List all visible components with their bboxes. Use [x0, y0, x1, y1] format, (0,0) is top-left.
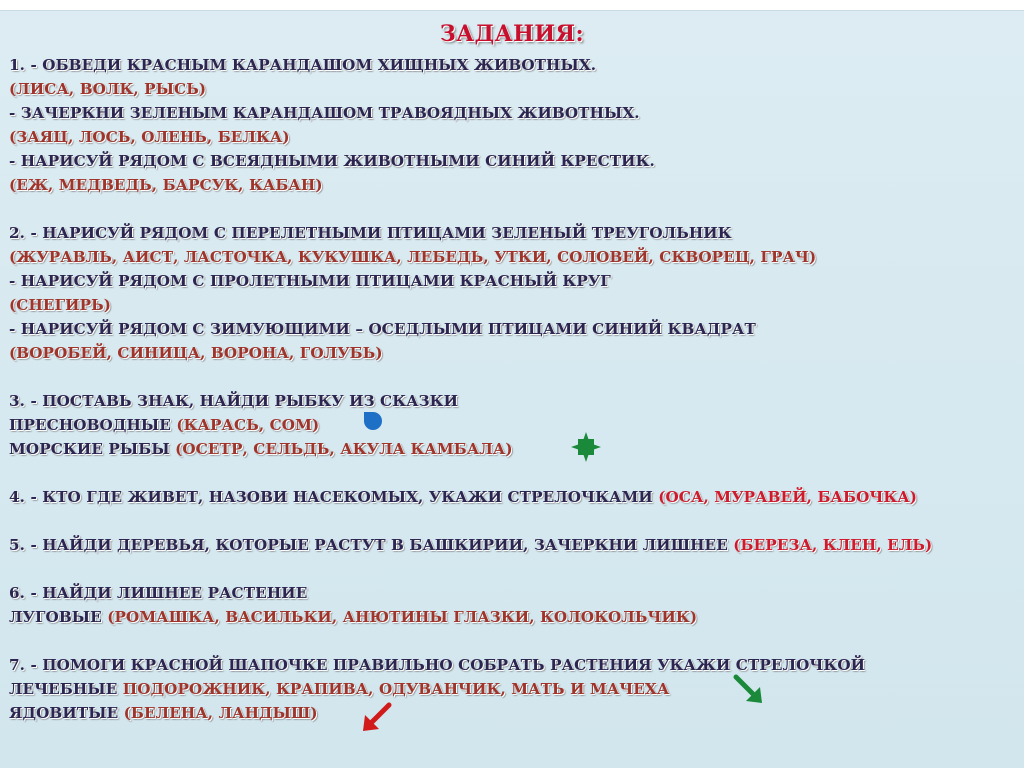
line-paren: (ЗАЯЦ, ЛОСЬ, ОЛЕНЬ, БЕЛКА)	[9, 128, 290, 146]
task-1-line-5	[9, 149, 655, 173]
line-text: МОРСКИЕ РЫБЫ	[9, 440, 176, 458]
task-1-line-4	[9, 125, 290, 149]
slide	[0, 10, 1024, 768]
line-paren: (СНЕГИРЬ)	[9, 296, 112, 314]
line-text: - НАРИСУЙ РЯДОМ С ВСЕЯДНЫМИ ЖИВОТНЫМИ СИНИЙ КРЕСТИК.	[9, 152, 655, 170]
task-1-line-3	[9, 101, 640, 125]
line-text: 2. - НАРИСУЙ РЯДОМ С ПЕРЕЛЕТНЫМИ ПТИЦАМИ ЗЕЛЕНЫЙ ТРЕУГОЛЬНИК	[9, 224, 732, 242]
line-text: ПРЕСНОВОДНЫЕ	[9, 416, 177, 434]
line-paren: (ЕЖ, МЕДВЕДЬ, БАРСУК, КАБАН)	[9, 176, 323, 194]
line-text: 6. - НАЙДИ ЛИШНЕЕ РАСТЕНИЕ	[9, 584, 308, 602]
task-5-line-1	[9, 533, 932, 557]
task-2-line-2	[9, 245, 816, 269]
line-paren: (ОСА, МУРАВЕЙ, БАБОЧКА)	[658, 488, 918, 506]
line-text: ЯДОВИТЫЕ	[9, 704, 124, 722]
task-1-line-1	[9, 53, 596, 77]
line-text: 1. - ОБВЕДИ КРАСНЫМ КАРАНДАШОМ ХИЩНЫХ ЖИВОТНЫХ.	[9, 56, 597, 74]
task-4-line-1	[9, 485, 917, 509]
line-paren: (ЛИСА, ВОЛК, РЫСЬ)	[9, 80, 207, 98]
task-3-line-2	[9, 413, 319, 437]
blue-drop-icon	[361, 408, 385, 434]
line-paren: (ВОРОБЕЙ, СИНИЦА, ВОРОНА, ГОЛУБЬ)	[9, 344, 383, 362]
line-text: ЛУГОВЫЕ	[9, 608, 108, 626]
line-text: - НАРИСУЙ РЯДОМ С ПРОЛЕТНЫМИ ПТИЦАМИ КРАСНЫЙ КРУГ	[9, 272, 611, 290]
slide-title: ЗАДАНИЯ:	[439, 21, 585, 47]
line-paren: (БЕРЕЗА, КЛЕН, ЕЛЬ)	[733, 536, 933, 554]
task-7-line-3	[9, 701, 318, 725]
task-1-line-2	[9, 77, 206, 101]
line-text: 7. - ПОМОГИ КРАСНОЙ ШАПОЧКЕ ПРАВИЛЬНО СОБРАТЬ РАСТЕНИЯ УКАЖИ СТРЕЛОЧКОЙ	[9, 656, 866, 674]
line-text: 5. - НАЙДИ ДЕРЕВЬЯ, КОТОРЫЕ РАСТУТ В БАШКИРИИ, ЗАЧЕРКНИ ЛИШНЕЕ	[9, 536, 734, 554]
task-2-line-6	[9, 341, 383, 365]
line-text: - НАРИСУЙ РЯДОМ С ЗИМУЮЩИМИ – ОСЕДЛЫМИ ПТИЦАМИ СИНИЙ КВАДРАТ	[9, 320, 756, 338]
line-paren: (БЕЛЕНА, ЛАНДЫШ)	[123, 704, 318, 722]
line-paren: (РОМАШКА, ВАСИЛЬКИ, АНЮТИНЫ ГЛАЗКИ, КОЛОКОЛЬЧИК)	[107, 608, 698, 626]
line-text: - ЗАЧЕРКНИ ЗЕЛЕНЫМ КАРАНДАШОМ ТРАВОЯДНЫХ ЖИВОТНЫХ.	[9, 104, 640, 122]
line-paren: (ЖУРАВЛЬ, АИСТ, ЛАСТОЧКА, КУКУШКА, ЛЕБЕДЬ, УТКИ, СОЛОВЕЙ, СКВОРЕЦ, ГРАЧ)	[9, 248, 817, 266]
task-3-line-3	[9, 437, 513, 461]
line-paren: (КАРАСЬ, СОМ)	[176, 416, 320, 434]
green-arrow-icon	[732, 673, 766, 707]
line-text: 4. - КТО ГДЕ ЖИВЕТ, НАЗОВИ НАСЕКОМЫХ, УКАЖИ СТРЕЛОЧКАМИ	[9, 488, 659, 506]
line-text: 3. - ПОСТАВЬ ЗНАК, НАЙДИ РЫБКУ ИЗ СКАЗКИ	[9, 392, 459, 410]
red-arrow-icon	[359, 701, 393, 735]
task-1-line-6	[9, 173, 323, 197]
task-2-line-1	[9, 221, 732, 245]
task-6-line-1	[9, 581, 307, 605]
line-paren: ПОДОРОЖНИК, КРАПИВА, ОДУВАНЧИК, МАТЬ И МАЧЕХА	[122, 680, 670, 698]
task-2-line-5	[9, 317, 756, 341]
task-2-line-4	[9, 293, 111, 317]
line-paren: (ОСЕТР, СЕЛЬДЬ, АКУЛА КАМБАЛА)	[175, 440, 513, 458]
task-7-line-2	[9, 677, 669, 701]
green-star-icon	[569, 430, 603, 464]
task-6-line-2	[9, 605, 697, 629]
task-3-line-1	[9, 389, 458, 413]
line-text: ЛЕЧЕБНЫЕ	[9, 680, 123, 698]
task-2-line-3	[9, 269, 611, 293]
